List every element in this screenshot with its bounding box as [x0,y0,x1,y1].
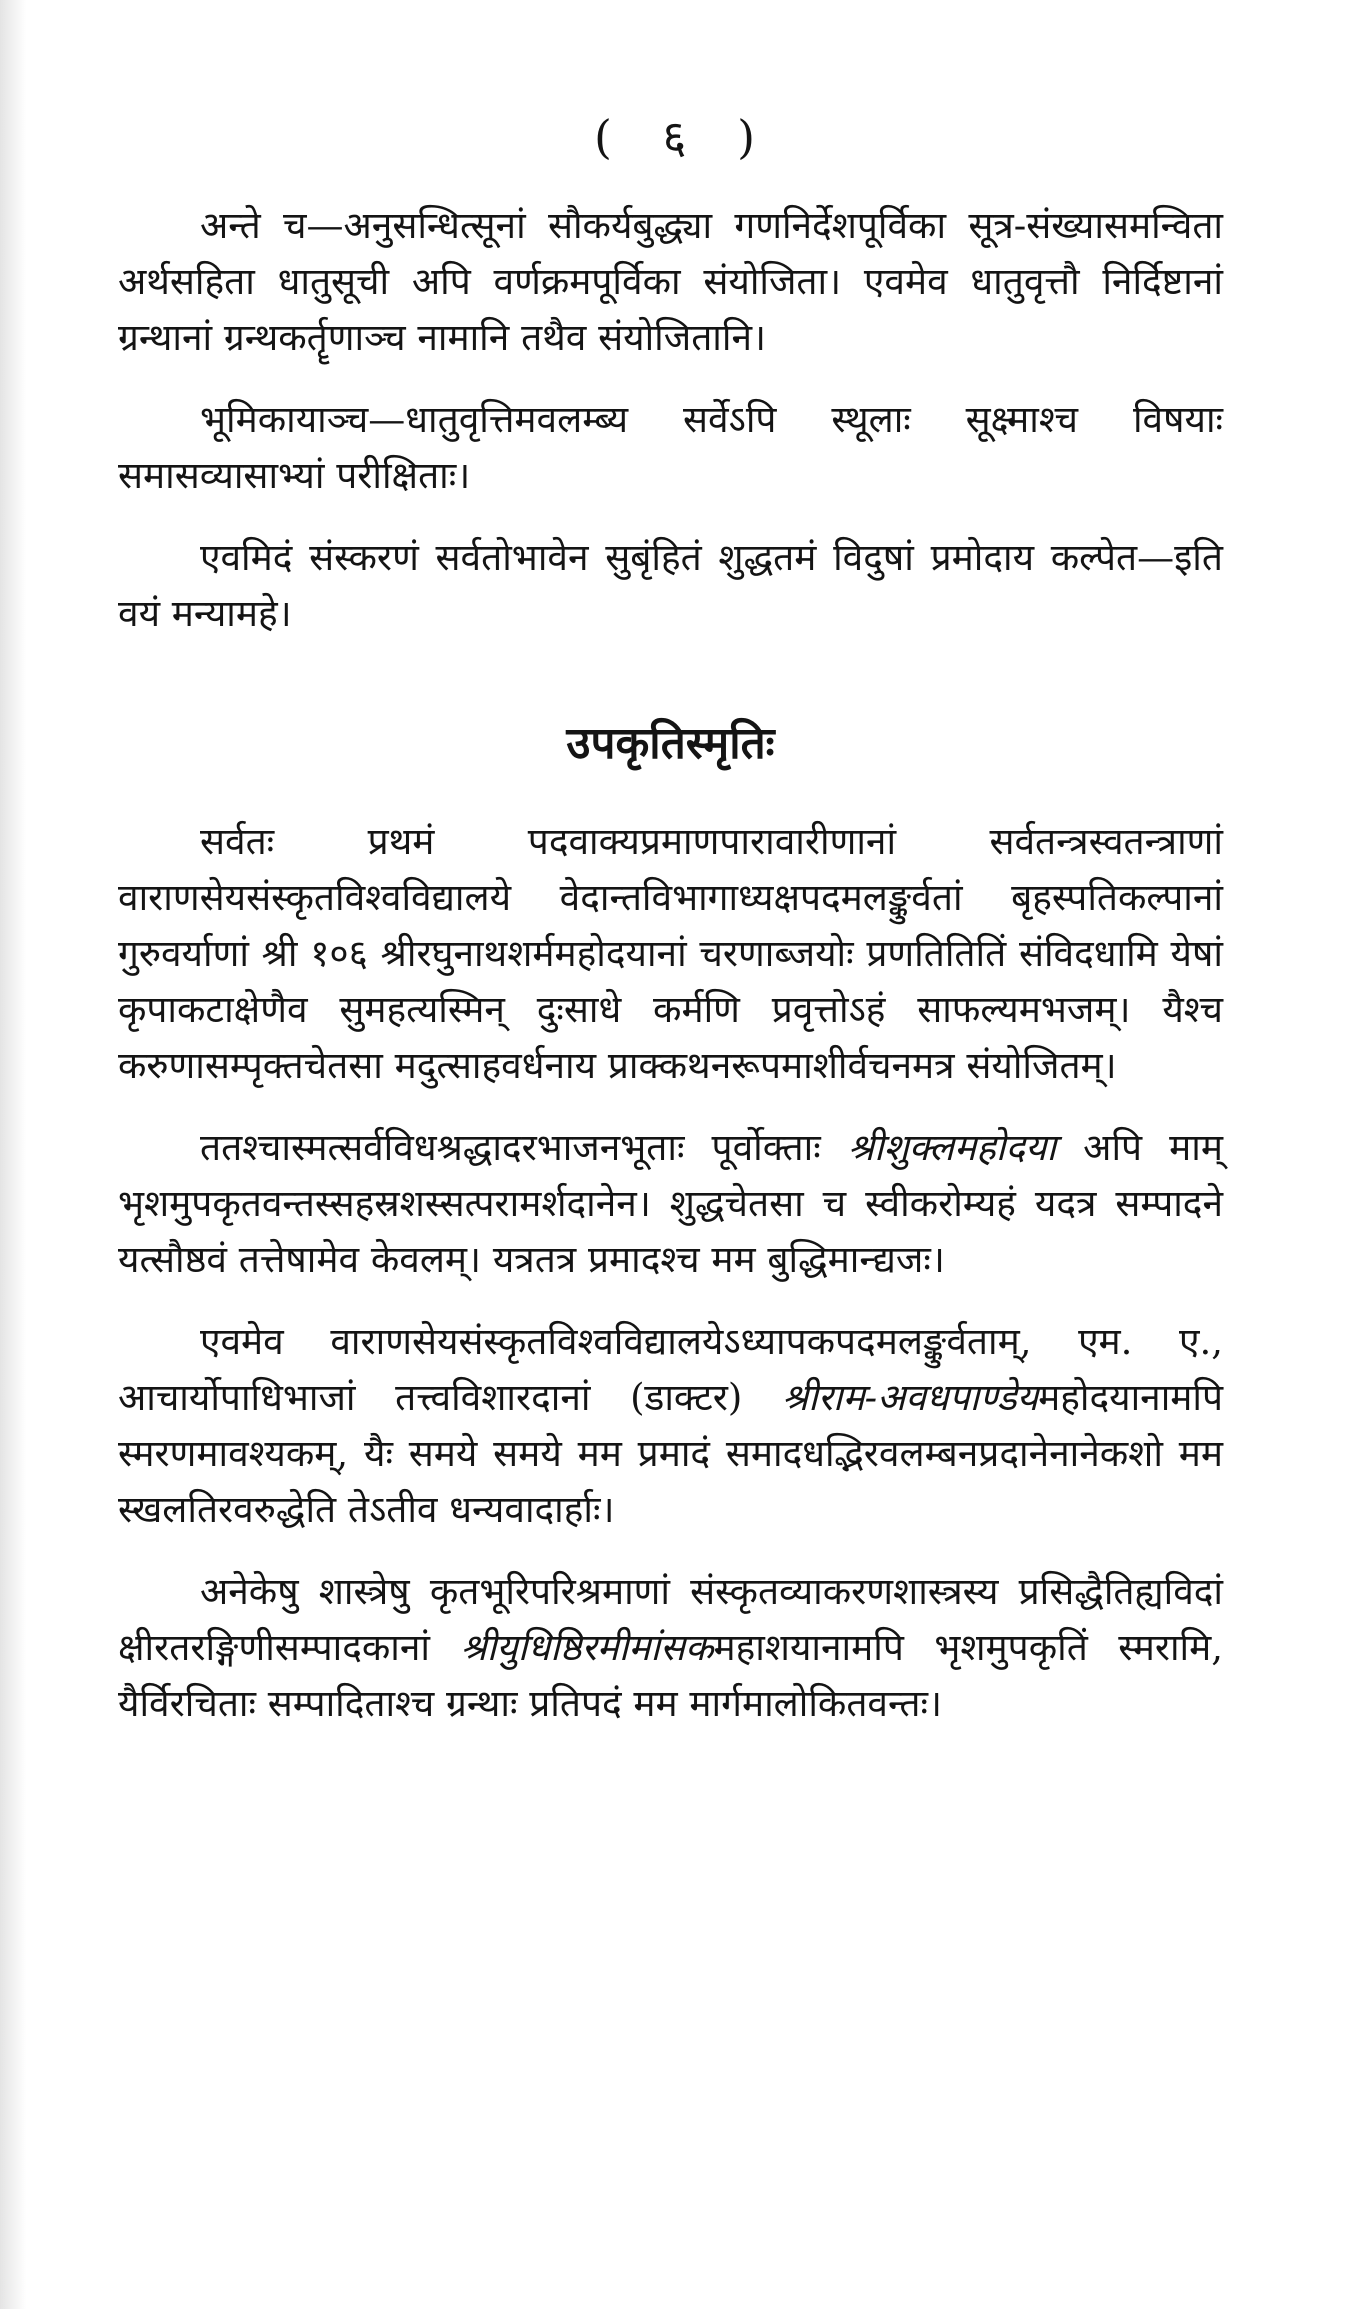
acknowledgement-paragraph-1 [118,814,1223,1094]
acknowledgement-paragraph-4 [118,1564,1223,1732]
paragraph-text: एवमेव वाराणसेयसंस्कृतविश्वविद्यालयेऽध्यापकपदमलङ्कुर्वताम्, एम. ए., आचार्योपाधिभाजां तत्त्वविशारदानां (डाक्टर) [118,1320,1223,1419]
acknowledgement-paragraph-2 [118,1120,1223,1288]
acknowledgement-paragraph-3 [118,1314,1223,1538]
page-number: ( ६ ) [593,110,774,164]
paragraph-text: अन्ते च—अनुसन्धित्सूनां सौकर्यबुद्ध्या गणनिर्देशपूर्विका सूत्र-संख्यासमन्विता अर्थसहिता धातुसूची अपि वर्णक्रमपूर्विका संयोजिता। एवमेव धातुवृत्तौ निर्दिष्टानां ग्रन्थानां ग्रन्थकर्तॄणाञ्च नामानि तथैव संयोजितानि। [118,204,1223,359]
paragraph-text: अपि माम् भृशमुपकृतवन्तस्सहस्रशस्सत्परामर्शदानेन। शुद्धचेतसा च स्वीकरोम्यहं यदत्र सम्पादने यत्सौष्ठवं तत्तेषामेव केवलम्। यत्रतत्र प्रमादश्च मम बुद्धिमान्द्यजः। [118,1126,1223,1281]
paragraph-text: महाशयानामपि भृशमुपकृतिं स्मरामि, यैर्विरचिताः सम्पादिताश्च ग्रन्थाः प्रतिपदं मम मार्गमालोकितवन्तः। [118,1626,1224,1725]
italic-name-text: श्रीशुक्लमहोदया [847,1126,1057,1169]
italic-name-text: श्रीराम-अवधपाण्डेय [781,1376,1039,1419]
italic-name-text: श्रीयुधिष्ठिरमीमांसक [460,1626,714,1669]
paragraph-text: अनेकेषु शास्त्रेषु कृतभूरिपरिश्रमाणां संस्कृतव्याकरणशास्त्रस्य प्रसिद्धैतिह्यविदां क्षीरतरङ्गिणीसम्पादकानां [118,1570,1223,1669]
acknowledgement-section [118,814,1223,1732]
intro-paragraph-1 [118,198,1223,366]
paragraph-text: महोदयानामपि स्मरणमावश्यकम्, यैः समये समये मम प्रमादं समादधद्भिरवलम्बनप्रदानेनानेकशो मम स्खलतिरवरुद्धेति तेऽतीव धन्यवादार्हाः। [118,1376,1223,1531]
paragraph-text: भूमिकायाञ्च—धातुवृत्तिमवलम्ब्य सर्वेऽपि स्थूलाः सूक्ष्माश्च विषयाः समासव्यासाभ्यां परीक्षिताः। [118,398,1223,497]
paragraph-text: ततश्चास्मत्सर्वविधश्रद्धादरभाजनभूताः पूर्वोक्ताः [200,1126,848,1169]
paragraph-text: एवमिदं संस्करणं सर्वतोभावेन सुबृंहितं शुद्धतमं विदुषां प्रमोदाय कल्पेत—इति वयं मन्यामहे। [118,536,1223,635]
section-heading: उपकृतिस्मृतिः [566,718,775,769]
intro-section [118,198,1223,642]
intro-paragraph-3 [118,530,1223,642]
intro-paragraph-2 [118,392,1223,504]
paragraph-text: सर्वतः प्रथमं पदवाक्यप्रमाणपारावारीणानां सर्वतन्त्रस्वतन्त्राणां वाराणसेयसंस्कृतविश्वविद्यालये वेदान्तविभागाध्यक्षपदमलङ्कुर्वतां बृहस्पतिकल्पानां गुरुवर्याणां श्री १०६ श्रीरघुनाथशर्ममहोदयानां चरणाब्जयोः प्रणतितितिं संविदधामि येषां कृपाकटाक्षेणैव सुमहत्यस्मिन् दुःसाधे कर्मणि प्रवृत्तोऽहं साफल्यमभजम्। यैश्च करुणासम्पृक्तचेतसा मदुत्साहवर्धनाय प्राक्कथनरूपमाशीर्वचनमत्र संयोजितम्। [118,820,1223,1087]
page-edge-shadow [0,0,26,2309]
page-content [118,198,1223,1758]
